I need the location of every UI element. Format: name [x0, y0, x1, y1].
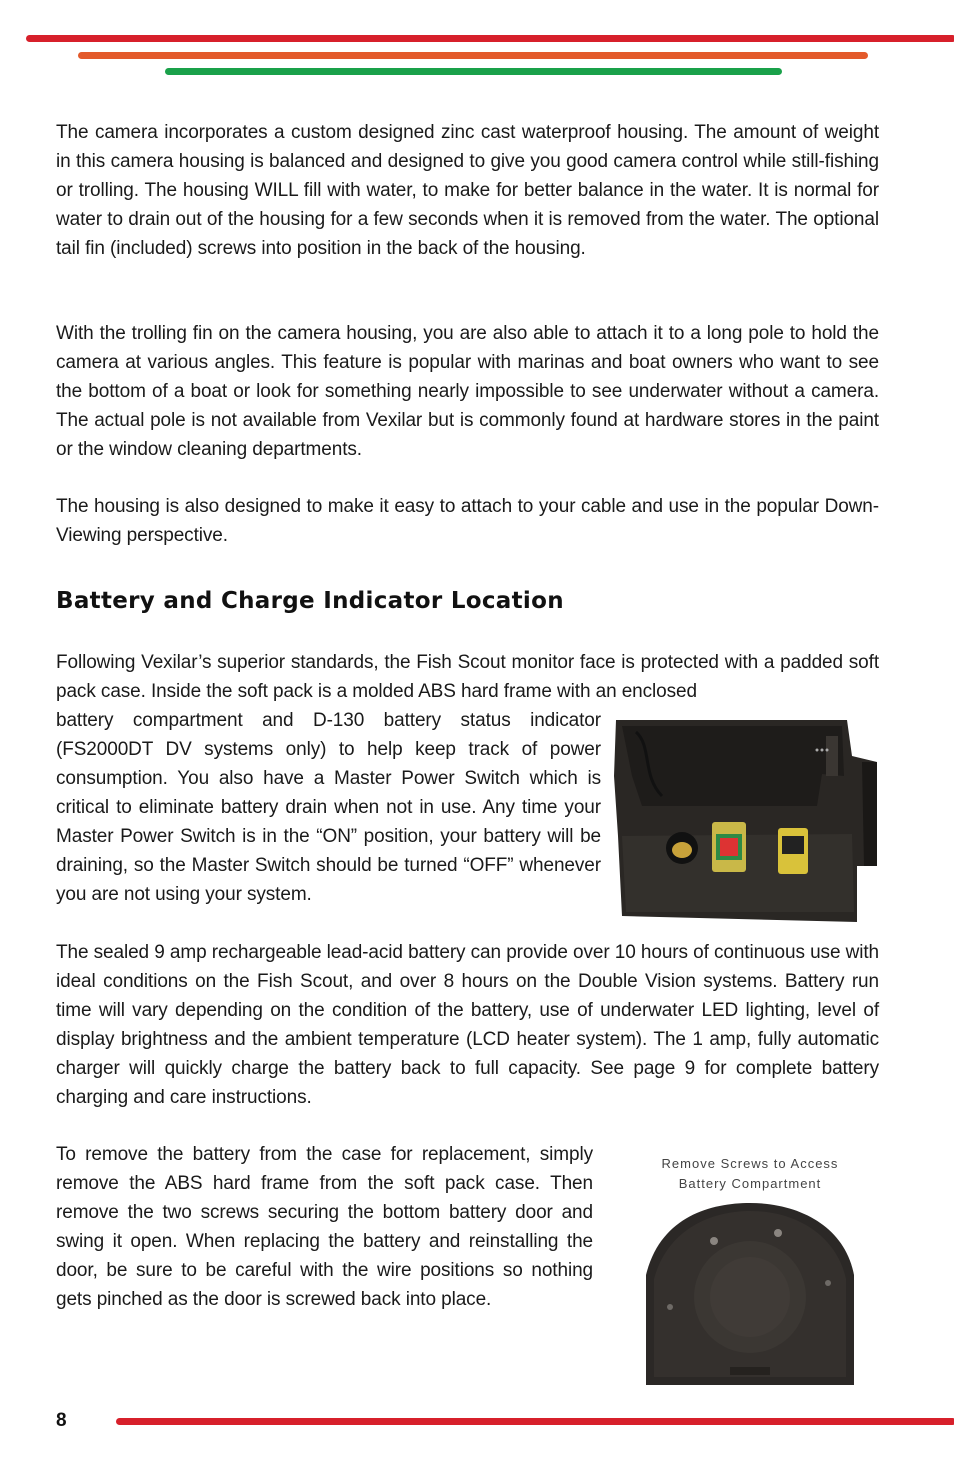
- header-orange-stripe: [78, 52, 868, 59]
- paragraph-down-viewing: The housing is also designed to make it easy to attach to your cable and use in the popular Down-Viewing perspective.: [56, 496, 879, 546]
- paragraph-battery-runtime: The sealed 9 amp rechargeable lead-acid battery can provide over 10 hours of continuous use with ideal conditions on the Fish Scout, and over 8 hours on the Double Vision systems. Battery run time will vary depending on the condition of the battery, use of underwater LED lighting, level of display brightness and the ambient temperature (LCD heater system). The 1 amp, fully automatic charger will quickly charge the battery back to full capacity. See page 9 for complete battery charging and care instructions.: [56, 942, 879, 1108]
- header-green-stripe: [165, 68, 782, 75]
- page-number: 8: [56, 1410, 67, 1431]
- battery-compartment-photo: [612, 716, 879, 924]
- paragraph-housing: The camera incorporates a custom designed zinc cast waterproof housing. The amount of weight in this camera housing is balanced and designed to give you good camera control while still-fishing or trolling. The housing WILL fill with water, to make for better balance in the water. It is normal for water to drain out of the housing for a few seconds when it is removed from the water. The optional tail fin (included) screws into position in the back of the housing.: [56, 122, 879, 259]
- footer-red-stripe: [116, 1418, 954, 1425]
- caption-line-2: Battery Compartment: [678, 1176, 822, 1191]
- caption-line-1: Remove Screws to Access: [661, 1156, 839, 1171]
- battery-door-photo: [640, 1197, 860, 1393]
- paragraph-battery-compartment: battery compartment and D-130 battery status indicator (FS2000DT DV systems only) to help keep track of power consumption. You also have a Master Power Switch which is critical to eliminate battery drain when not in use. Any time your Master Power Switch is in the “ON” position, your battery will be draining, so the Master Switch should be turned “OFF” whenever you are not using your system.: [56, 710, 601, 905]
- section-heading: Battery and Charge Indicator Location: [56, 588, 564, 614]
- header-red-stripe: [26, 35, 954, 42]
- figure-caption: [640, 1154, 860, 1194]
- paragraph-trolling-fin: With the trolling fin on the camera housing, you are also able to attach it to a long pole to hold the camera at various angles. This feature is popular with marinas and boat owners who want to see the bottom of a boat or look for something nearly impossible to see underwater without a camera. The actual pole is not available from Vexilar but is commonly found at hardware stores in the paint or the window cleaning departments.: [56, 323, 879, 460]
- paragraph-soft-pack-intro: Following Vexilar’s superior standards, the Fish Scout monitor face is protected with a padded soft pack case. Inside the soft pack is a molded ABS hard frame with an enclosed: [56, 652, 879, 702]
- paragraph-battery-removal: To remove the battery from the case for replacement, simply remove the ABS hard frame from the soft pack case. Then remove the two screws securing the bottom battery door and swing it open. When replacing the battery and reinstalling the door, be sure to be careful with the wire positions so nothing gets pinched as the door is screwed back into place.: [56, 1144, 593, 1310]
